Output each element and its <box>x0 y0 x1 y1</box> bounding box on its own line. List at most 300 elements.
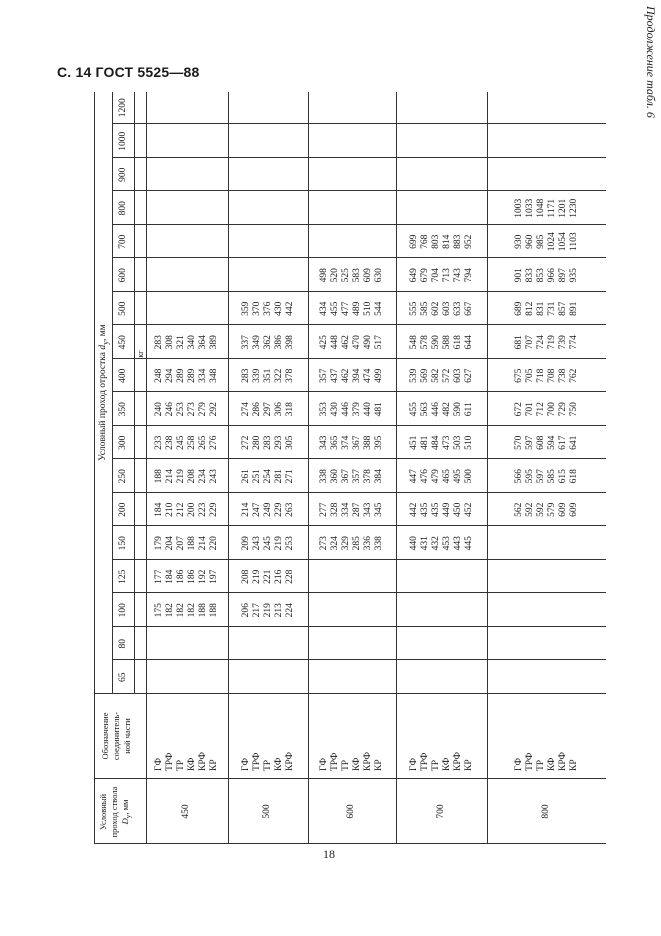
row-dn-value: 800 <box>540 804 551 819</box>
table-cell: 750 <box>568 402 579 417</box>
table-cell: 208 <box>187 469 197 484</box>
branch-size-label: 900 <box>118 167 128 182</box>
table-cell: 831 <box>535 301 546 316</box>
table-cell: 220 <box>209 536 219 551</box>
table-cell: 590 <box>430 335 441 350</box>
table-cell: 287 <box>352 502 362 517</box>
table-cell: 719 <box>546 335 557 350</box>
table-cell: 689 <box>513 301 524 316</box>
table-cell: 609 <box>557 502 568 517</box>
table-cell: 348 <box>209 368 219 383</box>
table-cell: 452 <box>463 502 474 517</box>
table-cell: 544 <box>374 301 384 316</box>
table-cell: 489 <box>352 301 362 316</box>
table-cell: 249 <box>262 502 273 517</box>
table-cell: 644 <box>463 335 474 350</box>
table-cell: 365 <box>330 435 340 450</box>
table-cell: 238 <box>165 435 175 450</box>
table-cell: 794 <box>463 268 474 283</box>
table-cell: 520 <box>330 268 340 283</box>
row-type-label: КРФ <box>452 752 463 771</box>
table-cell: 289 <box>176 368 186 383</box>
table-cell: 447 <box>408 469 419 484</box>
table-cell: 374 <box>341 435 351 450</box>
table-cell: 351 <box>262 368 273 383</box>
table-cell: 578 <box>419 335 430 350</box>
table-cell: 966 <box>546 268 557 283</box>
table-cell: 265 <box>198 435 208 450</box>
table-cell: 897 <box>557 268 568 283</box>
table-cell: 627 <box>463 368 474 383</box>
table-cell: 1003 <box>513 198 524 218</box>
table-cell: 812 <box>524 301 535 316</box>
table-cell: 261 <box>240 469 251 484</box>
table-rule <box>308 92 309 844</box>
table-cell: 484 <box>430 435 441 450</box>
table-cell: 681 <box>513 335 524 350</box>
table-cell: 1171 <box>546 198 557 218</box>
table-cell: 188 <box>209 603 219 618</box>
table-cell: 182 <box>187 603 197 618</box>
table-cell: 762 <box>568 368 579 383</box>
table-cell: 336 <box>363 536 373 551</box>
table-cell: 443 <box>452 536 463 551</box>
table-cell: 729 <box>557 402 568 417</box>
table-cell: 294 <box>165 368 175 383</box>
header-branch-part: d <box>98 344 108 350</box>
table-cell: 712 <box>535 402 546 417</box>
table-rule <box>112 92 113 694</box>
header-branch-part: , мм <box>98 324 108 341</box>
row-type-label: ТРФ <box>165 752 175 771</box>
table-cell: 186 <box>187 569 197 584</box>
table-cell: 930 <box>513 234 524 249</box>
table-cell: 603 <box>452 368 463 383</box>
row-type-label: ГФ <box>240 758 251 771</box>
table-cell: 739 <box>557 335 568 350</box>
table-cell: 359 <box>240 301 251 316</box>
table-cell: 1048 <box>535 198 546 218</box>
table-cell: 338 <box>374 536 384 551</box>
table-cell: 563 <box>419 402 430 417</box>
table-cell: 334 <box>198 368 208 383</box>
header-branch-part: у <box>100 340 110 345</box>
table-cell: 803 <box>430 234 441 249</box>
table-cell: 273 <box>187 402 197 417</box>
table-cell: 603 <box>441 301 452 316</box>
table-cell: 297 <box>262 402 273 417</box>
table-cell: 286 <box>251 402 262 417</box>
table-cell: 679 <box>419 268 430 283</box>
unit-label: кг <box>136 350 145 358</box>
row-type-label: КРФ <box>198 752 208 771</box>
table-cell: 357 <box>319 368 329 383</box>
row-type-label: КР <box>209 759 219 771</box>
table-cell: 707 <box>524 335 535 350</box>
table-cell: 384 <box>374 469 384 484</box>
table-cell: 470 <box>352 335 362 350</box>
table-cell: 192 <box>198 569 208 584</box>
table-cell: 328 <box>330 502 340 517</box>
table-cell: 186 <box>176 569 186 584</box>
table-cell: 446 <box>430 402 441 417</box>
table-cell: 630 <box>374 268 384 283</box>
table-cell: 219 <box>273 536 284 551</box>
table-cell: 184 <box>154 502 164 517</box>
table-cell: 210 <box>165 502 175 517</box>
table-cell: 708 <box>546 368 557 383</box>
table-cell: 318 <box>284 402 295 417</box>
row-type-label: КР <box>568 759 579 771</box>
table-cell: 367 <box>341 469 351 484</box>
table-cell: 482 <box>441 402 452 417</box>
header-dn-line: Условный <box>98 793 108 831</box>
table-cell: 477 <box>341 301 351 316</box>
table-cell: 182 <box>165 603 175 618</box>
branch-size-label: 250 <box>118 469 128 484</box>
table-cell: 197 <box>209 569 219 584</box>
page-number: 18 <box>323 847 335 861</box>
table-cell: 853 <box>535 268 546 283</box>
header-type-line: соединитель- <box>111 711 121 761</box>
table-cell: 379 <box>352 402 362 417</box>
table-cell: 1024 <box>546 232 557 252</box>
table-cell: 985 <box>535 234 546 249</box>
continuation-label: Продолжение табл. 6 <box>644 6 658 118</box>
table-cell: 833 <box>524 268 535 283</box>
table-cell: 254 <box>262 469 273 484</box>
table-cell: 442 <box>408 502 419 517</box>
table-cell: 182 <box>176 603 186 618</box>
row-dn-value: 450 <box>181 804 191 819</box>
table-cell: 179 <box>154 536 164 551</box>
table-cell: 701 <box>524 402 535 417</box>
row-type-label: ТР <box>430 759 441 771</box>
table-cell: 223 <box>198 502 208 517</box>
table-cell: 525 <box>341 268 351 283</box>
table-cell: 253 <box>284 536 295 551</box>
table-cell: 188 <box>198 603 208 618</box>
page-header: С. 14 ГОСТ 5525—88 <box>57 64 200 80</box>
table-cell: 283 <box>154 335 164 350</box>
branch-size-label: 350 <box>118 402 128 417</box>
table-cell: 360 <box>330 469 340 484</box>
table-cell: 430 <box>330 402 340 417</box>
table-cell: 214 <box>240 502 251 517</box>
table-cell: 440 <box>408 536 419 551</box>
table-cell: 283 <box>262 435 273 450</box>
table-cell: 434 <box>319 301 329 316</box>
table-cell: 362 <box>262 335 273 350</box>
table-cell: 1230 <box>568 198 579 218</box>
table-cell: 175 <box>154 603 164 618</box>
table-cell: 279 <box>198 402 208 417</box>
table-cell: 440 <box>363 402 373 417</box>
table-cell: 353 <box>319 402 329 417</box>
table-cell: 594 <box>546 435 557 450</box>
row-type-label: ТР <box>176 759 186 771</box>
table-cell: 450 <box>452 502 463 517</box>
row-type-label: КФ <box>546 757 557 771</box>
table-cell: 188 <box>154 469 164 484</box>
table-cell: 503 <box>452 435 463 450</box>
table-cell: 364 <box>198 335 208 350</box>
table-cell: 245 <box>176 435 186 450</box>
table-cell: 188 <box>187 536 197 551</box>
table-cell: 731 <box>546 301 557 316</box>
table-cell: 479 <box>430 469 441 484</box>
header-dn-line: проход ствола <box>109 786 119 838</box>
table-cell: 473 <box>441 435 452 450</box>
table-rule <box>487 92 488 844</box>
table-cell: 510 <box>463 435 474 450</box>
header-dn-column <box>98 782 135 842</box>
table-rule <box>94 92 95 844</box>
table-cell: 455 <box>330 301 340 316</box>
table-cell: 570 <box>513 435 524 450</box>
table-cell: 258 <box>187 435 197 450</box>
table-cell: 617 <box>557 435 568 450</box>
table-cell: 338 <box>319 469 329 484</box>
table-cell: 583 <box>352 268 362 283</box>
table-rule <box>134 92 135 694</box>
row-type-label: ГФ <box>319 758 329 771</box>
table-cell: 273 <box>319 536 329 551</box>
table-cell: 378 <box>363 469 373 484</box>
table-cell: 343 <box>319 435 329 450</box>
table-cell: 212 <box>176 502 186 517</box>
row-type-label: ТРФ <box>419 752 430 771</box>
table-cell: 453 <box>441 536 452 551</box>
table-cell: 208 <box>240 569 251 584</box>
table-cell: 857 <box>557 301 568 316</box>
header-type-line: ной части <box>122 718 132 754</box>
row-dn-value: 600 <box>346 804 356 819</box>
table-cell: 602 <box>430 301 441 316</box>
table-cell: 228 <box>284 569 295 584</box>
table-cell: 498 <box>319 268 329 283</box>
table-cell: 339 <box>251 368 262 383</box>
table-cell: 609 <box>568 502 579 517</box>
branch-size-label: 800 <box>118 201 128 216</box>
table-cell: 206 <box>240 603 251 618</box>
table-cell: 245 <box>262 536 273 551</box>
table-cell: 378 <box>284 368 295 383</box>
table-cell: 481 <box>374 402 384 417</box>
table-rule <box>112 124 606 125</box>
table-cell: 216 <box>273 569 284 584</box>
branch-size-label: 65 <box>118 672 128 682</box>
table-cell: 388 <box>363 435 373 450</box>
table-cell: 579 <box>546 502 557 517</box>
table-cell: 240 <box>154 402 164 417</box>
table-cell: 357 <box>352 469 362 484</box>
table-cell: 883 <box>452 234 463 249</box>
table-cell: 510 <box>363 301 373 316</box>
row-type-label: ТР <box>341 759 351 771</box>
table-cell: 283 <box>240 368 251 383</box>
table-cell: 585 <box>546 469 557 484</box>
table-cell: 608 <box>535 435 546 450</box>
table-cell: 462 <box>341 368 351 383</box>
table-cell: 597 <box>535 469 546 484</box>
table-cell: 1103 <box>568 232 579 252</box>
table-cell: 462 <box>341 335 351 350</box>
table-cell: 490 <box>363 335 373 350</box>
table-container <box>94 92 606 844</box>
table-cell: 243 <box>251 536 262 551</box>
table-cell: 285 <box>352 536 362 551</box>
weight-table <box>94 92 606 844</box>
table-cell: 718 <box>535 368 546 383</box>
row-type-label: КФ <box>273 757 284 771</box>
branch-size-label: 600 <box>118 268 128 283</box>
row-type-label: КР <box>374 759 384 771</box>
table-cell: 724 <box>535 335 546 350</box>
table-cell: 398 <box>284 335 295 350</box>
branch-size-label: 1200 <box>118 98 128 118</box>
table-cell: 465 <box>441 469 452 484</box>
table-cell: 214 <box>198 536 208 551</box>
table-cell: 389 <box>209 335 219 350</box>
table-cell: 274 <box>240 402 251 417</box>
table-cell: 960 <box>524 234 535 249</box>
branch-size-label: 300 <box>118 435 128 450</box>
table-cell: 705 <box>524 368 535 383</box>
row-type-label: ГФ <box>408 758 419 771</box>
table-cell: 1033 <box>524 198 535 218</box>
row-dn-value: 700 <box>435 804 446 819</box>
row-type-label: КФ <box>187 757 197 771</box>
table-cell: 229 <box>209 502 219 517</box>
table-cell: 343 <box>363 502 373 517</box>
table-cell: 618 <box>568 469 579 484</box>
table-cell: 292 <box>209 402 219 417</box>
table-cell: 207 <box>176 536 186 551</box>
table-cell: 641 <box>568 435 579 450</box>
table-cell: 349 <box>251 335 262 350</box>
table-cell: 572 <box>441 368 452 383</box>
table-cell: 395 <box>374 435 384 450</box>
branch-size-label: 500 <box>118 301 128 316</box>
table-cell: 224 <box>284 603 295 618</box>
row-type-label: ТР <box>262 759 273 771</box>
header-dn-line: $D_у$, мм <box>120 799 133 825</box>
table-cell: 263 <box>284 502 295 517</box>
table-cell: 217 <box>251 603 262 618</box>
table-cell: 200 <box>187 502 197 517</box>
table-cell: 539 <box>408 368 419 383</box>
table-cell: 495 <box>452 469 463 484</box>
table-cell: 214 <box>165 469 175 484</box>
table-cell: 449 <box>441 502 452 517</box>
table-cell: 699 <box>408 234 419 249</box>
table-cell: 376 <box>262 301 273 316</box>
table-cell: 566 <box>513 469 524 484</box>
table-cell: 430 <box>273 301 284 316</box>
table-cell: 595 <box>524 469 535 484</box>
table-rule <box>146 92 147 844</box>
table-cell: 609 <box>363 268 373 283</box>
table-cell: 277 <box>319 502 329 517</box>
table-cell: 675 <box>513 368 524 383</box>
table-cell: 633 <box>452 301 463 316</box>
table-cell: 455 <box>408 402 419 417</box>
header-branch-part: Условный проход отростка <box>98 349 108 461</box>
header-type-line: Обозначение <box>100 712 110 760</box>
table-cell: 246 <box>165 402 175 417</box>
table-cell: 394 <box>352 368 362 383</box>
table-cell: 219 <box>251 569 262 584</box>
row-type-label: ТРФ <box>251 752 262 771</box>
table-cell: 672 <box>513 402 524 417</box>
row-type-label: КРФ <box>557 752 568 771</box>
table-cell: 209 <box>240 536 251 551</box>
table-cell: 474 <box>363 368 373 383</box>
table-cell: 952 <box>463 234 474 249</box>
branch-size-label: 125 <box>118 569 128 584</box>
table-cell: 248 <box>154 368 164 383</box>
row-type-label: ТР <box>535 759 546 771</box>
table-cell: 615 <box>557 469 568 484</box>
table-cell: 738 <box>557 368 568 383</box>
table-cell: 184 <box>165 569 175 584</box>
table-cell: 814 <box>441 234 452 249</box>
table-cell: 435 <box>419 502 430 517</box>
table-rule <box>112 660 606 661</box>
branch-size-label: 700 <box>118 234 128 249</box>
table-cell: 386 <box>273 335 284 350</box>
branch-size-label: 200 <box>118 502 128 517</box>
table-cell: 345 <box>374 502 384 517</box>
table-cell: 219 <box>262 603 273 618</box>
table-cell: 322 <box>273 368 284 383</box>
table-cell: 935 <box>568 268 579 283</box>
table-cell: 280 <box>251 435 262 450</box>
branch-size-label: 400 <box>118 368 128 383</box>
table-cell: 229 <box>273 502 284 517</box>
table-cell: 435 <box>430 502 441 517</box>
table-cell: 476 <box>419 469 430 484</box>
table-cell: 425 <box>319 335 329 350</box>
table-cell: 247 <box>251 502 262 517</box>
table-cell: 253 <box>176 402 186 417</box>
table-cell: 481 <box>419 435 430 450</box>
table-cell: 305 <box>284 435 295 450</box>
table-cell: 340 <box>187 335 197 350</box>
row-type-label: ГФ <box>154 758 164 771</box>
table-cell: 1201 <box>557 198 568 218</box>
header-branch-diameter <box>98 92 111 694</box>
table-cell: 901 <box>513 268 524 283</box>
table-cell: 289 <box>187 368 197 383</box>
table-cell: 445 <box>463 536 474 551</box>
table-cell: 588 <box>441 335 452 350</box>
table-cell: 446 <box>341 402 351 417</box>
table-cell: 431 <box>419 536 430 551</box>
branch-size-label: 450 <box>118 335 128 350</box>
row-type-label: КФ <box>352 757 362 771</box>
table-cell: 704 <box>430 268 441 283</box>
branch-size-label: 80 <box>118 639 128 649</box>
table-rule <box>396 92 397 844</box>
table-cell: 555 <box>408 301 419 316</box>
table-cell: 585 <box>419 301 430 316</box>
branch-size-label: 150 <box>118 536 128 551</box>
table-cell: 329 <box>341 536 351 551</box>
table-rule <box>112 157 606 158</box>
table-cell: 592 <box>535 502 546 517</box>
